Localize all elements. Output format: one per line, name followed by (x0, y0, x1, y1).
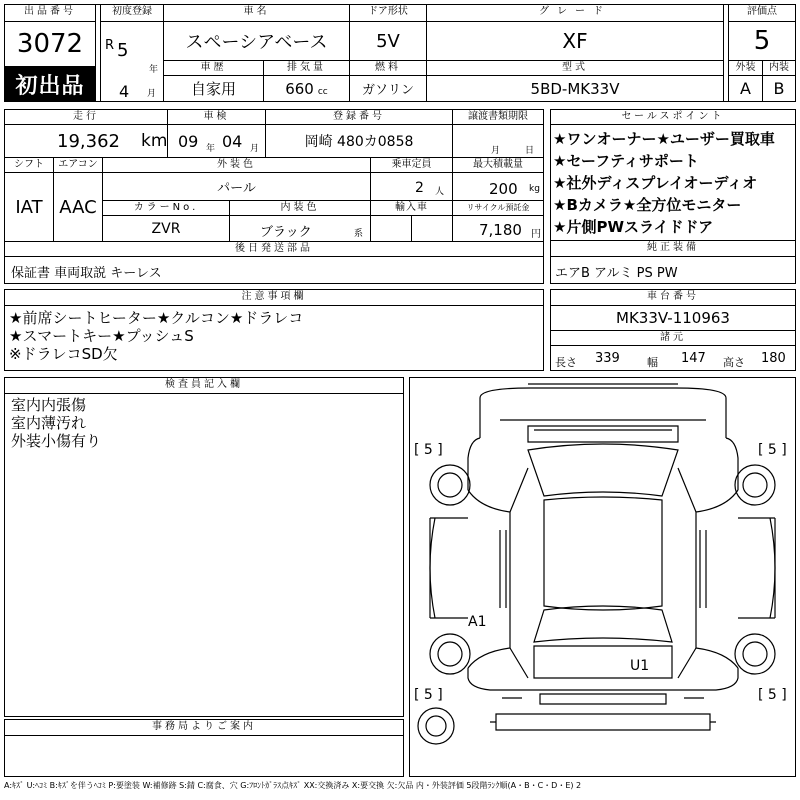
dims-cell (550, 345, 796, 371)
recycle: 7,180 (479, 221, 522, 239)
height-label: 高さ (723, 356, 745, 369)
exterior-header-cell (728, 60, 763, 76)
inspector-line: 外装小傷有り (11, 432, 102, 450)
chassis-header: 車台番号 (647, 291, 699, 302)
load: 200 (489, 180, 518, 198)
score-header-cell (728, 4, 796, 22)
lot-header-cell (4, 4, 96, 22)
ac: AAC (59, 196, 97, 218)
sales-point: ★片側PWスライドドア (553, 218, 714, 236)
inspection-month-unit: 月 (250, 144, 260, 154)
caution-header: 注意事項欄 (241, 291, 307, 302)
model: 5BD-MK33V (530, 79, 620, 98)
sales-header: セールスポイント (621, 111, 725, 122)
fuel-cell (349, 75, 427, 102)
tire-rr-score: [ 5 ] (758, 687, 787, 703)
tire-fl-score: [ 5 ] (414, 442, 443, 458)
car-diagram-box (409, 377, 796, 777)
sales-header-cell (550, 109, 796, 125)
color-no-header: カラーNo. (133, 202, 199, 213)
lot-number-cell (4, 21, 96, 67)
caution-box (4, 305, 544, 371)
first-reg-year-unit: 年 (149, 65, 159, 75)
shift: IAT (15, 196, 43, 218)
tire-fr-score: [ 5 ] (758, 442, 787, 458)
transfer-day: 日 (525, 146, 535, 156)
displacement-header-cell (263, 60, 350, 76)
caution-line: ★前席シートヒーター★クルコン★ドラレコ (9, 309, 304, 327)
fuel: ガソリン (361, 83, 414, 98)
sales-point: ★社外ディスプレイオーディオ (553, 174, 758, 192)
width-label: 幅 (647, 356, 658, 369)
capacity-header-cell (370, 157, 453, 173)
shift-header-cell (4, 157, 54, 173)
car-name-cell (163, 21, 350, 61)
car-name-header: 車名 (243, 6, 270, 17)
reg-cell (265, 124, 453, 158)
transfer-header-cell (452, 109, 544, 125)
load-unit: kg (529, 184, 540, 194)
grade-header-cell (426, 4, 724, 22)
capacity-cell (370, 172, 453, 201)
door-header-cell (349, 4, 427, 22)
damage-mark-u1: U1 (630, 658, 650, 674)
inspection-year: 09 (178, 132, 199, 151)
first-reg-cell (100, 21, 164, 102)
recycle-header: リサイクル預託金 (466, 203, 530, 212)
mileage: 19,362 (57, 131, 120, 152)
mileage-cell (4, 124, 168, 158)
mileage-header-cell (4, 109, 168, 125)
later-cell (4, 256, 544, 284)
later-header: 後日発送部品 (235, 243, 313, 254)
first-reg-month: 4 (119, 82, 130, 101)
load-header-cell (452, 157, 544, 173)
shift-cell (4, 172, 54, 242)
color-no-cell (102, 215, 230, 242)
shift-header: シフト (14, 159, 44, 170)
inspection-cell (167, 124, 266, 158)
displacement-cell (263, 75, 350, 102)
ac-cell (53, 172, 103, 242)
inspector-box (4, 393, 404, 717)
int-color: ブラック (260, 225, 312, 240)
office-box (4, 735, 404, 777)
inspector-header: 検査員記入欄 (165, 379, 243, 390)
import-cell (370, 215, 412, 242)
later-header-cell (4, 241, 544, 257)
interior-header-cell (762, 60, 796, 76)
int-color-cell (229, 215, 371, 242)
era: R (105, 38, 115, 53)
caution-line: ※ドラレコSD欠 (9, 345, 118, 363)
first-reg-header-cell (100, 4, 164, 22)
color-header: 外装色 (217, 159, 256, 170)
sales-point: ★Bカメラ★全方位モニター (553, 196, 742, 214)
fuel-header: 燃料 (375, 62, 401, 73)
tire-rl-score: [ 5 ] (414, 687, 443, 703)
inspection-month: 04 (222, 132, 243, 151)
first-listing-badge (4, 66, 96, 102)
caution-line: ★スマートキー★プッシュS (9, 327, 194, 345)
exterior-cell (728, 75, 763, 102)
grade-header: グレード (539, 6, 611, 17)
chassis-number: MK33V-110963 (616, 309, 730, 327)
exterior-score: A (740, 79, 751, 98)
transfer-header: 譲渡書類期限 (468, 111, 528, 122)
ac-header: エアコン (58, 159, 98, 170)
exterior-header: 外装 (735, 62, 756, 73)
first-listing-label: 初出品 (15, 73, 85, 99)
first-reg-header: 初度登録 (112, 6, 152, 17)
later-parts: 保証書 車両取説 キーレス (11, 266, 162, 281)
office-header-cell (4, 719, 404, 736)
load-header: 最大積載量 (473, 159, 523, 170)
history-header: 車歴 (200, 62, 227, 73)
inspection-header-cell (167, 109, 266, 125)
history-header-cell (163, 60, 264, 76)
displacement: 660 (285, 79, 314, 98)
displacement-unit: cc (317, 86, 328, 97)
equip-cell (550, 256, 796, 284)
equipment: エアB アルミ PS PW (555, 266, 678, 281)
length: 339 (595, 351, 620, 366)
equip-header-cell (550, 240, 796, 257)
inspector-header-cell (4, 377, 404, 394)
color-cell (102, 172, 371, 201)
import-cell-2 (411, 215, 453, 242)
int-color-unit: 系 (354, 229, 364, 239)
color-no: ZVR (151, 220, 181, 237)
door-cell (349, 21, 427, 61)
capacity-header: 乗車定員 (391, 159, 432, 170)
equip-header: 純正装備 (647, 242, 699, 253)
lot-header: 出品番号 (24, 6, 76, 17)
office-header: 事務局よりご案内 (152, 721, 256, 732)
lot-number: 3072 (16, 29, 84, 59)
import-header-cell (370, 200, 453, 216)
interior-cell (762, 75, 796, 102)
recycle-header-cell (452, 200, 544, 216)
inspection-header: 車検 (203, 111, 230, 122)
interior-score: B (773, 79, 785, 98)
sales-point: ★セーフティサポート (553, 152, 699, 170)
door-type: 5V (376, 30, 400, 52)
recycle-unit: 円 (531, 229, 541, 240)
grade: XF (562, 29, 588, 53)
reg-number: 岡崎 480カ0858 (304, 134, 414, 150)
mileage-header: 走行 (73, 111, 99, 122)
model-cell (426, 75, 724, 102)
car-diagram (410, 378, 795, 776)
sales-point: ★ワンオーナー★ユーザー買取車 (553, 130, 775, 148)
reg-header-cell (265, 109, 453, 125)
height: 180 (761, 351, 786, 366)
first-reg-year: 5 (117, 40, 129, 61)
int-color-header-cell (229, 200, 371, 216)
color-header-cell (102, 157, 371, 173)
capacity-unit: 人 (435, 187, 445, 197)
length-label: 長さ (555, 356, 577, 369)
sales-points-box (550, 124, 796, 241)
chassis-cell (550, 305, 796, 331)
capacity: 2 (415, 180, 424, 196)
load-cell (452, 172, 544, 201)
car-name-header-cell (163, 4, 350, 22)
import-header: 輸入車 (395, 202, 428, 213)
interior-header: 内装 (769, 62, 789, 73)
chassis-header-cell (550, 289, 796, 306)
exterior-color: パール (217, 181, 256, 196)
recycle-cell (452, 215, 544, 242)
score-header: 評価点 (747, 6, 777, 17)
width: 147 (681, 351, 706, 366)
dims-header: 諸元 (660, 332, 686, 343)
score-cell (728, 21, 796, 61)
inspector-line: 室内薄汚れ (11, 414, 87, 432)
displacement-header: 排気量 (287, 62, 326, 73)
first-reg-month-unit: 月 (147, 89, 157, 99)
model-header-cell (426, 60, 724, 76)
car-name: スペーシアベース (185, 32, 328, 53)
door-header: ドア形状 (368, 6, 408, 17)
caution-header-cell (4, 289, 544, 306)
inspection-year-unit: 年 (206, 144, 216, 154)
int-color-header: 内装色 (280, 202, 320, 213)
damage-mark-a1: A1 (468, 614, 487, 630)
ac-header-cell (53, 157, 103, 173)
grade-cell (426, 21, 724, 61)
reg-header: 登録番号 (333, 111, 385, 122)
mileage-unit: km (141, 131, 168, 151)
color-no-header-cell (102, 200, 230, 216)
history-cell (163, 75, 264, 102)
legend: A:ｷｽﾞ U:ﾍｺﾐ B:ｷｽﾞを伴うﾍｺﾐ P:要塗装 W:補修跡 S:錆 C:腐食、穴 G:ﾌﾛﾝﾄｶﾞﾗｽ点ｷｽﾞ XX:交換済み X:要交換 欠:欠品 内・外装評価 5段階ﾗﾝｸ順(A・B・C・D・E) 2 (4, 781, 582, 790)
model-header: 型式 (562, 62, 588, 73)
transfer-month: 月 (491, 146, 501, 156)
transfer-cell (452, 124, 544, 158)
score: 5 (753, 26, 771, 56)
fuel-header-cell (349, 60, 427, 76)
inspector-line: 室内内張傷 (11, 396, 87, 414)
dims-header-cell (550, 330, 796, 346)
history: 自家用 (190, 80, 236, 98)
